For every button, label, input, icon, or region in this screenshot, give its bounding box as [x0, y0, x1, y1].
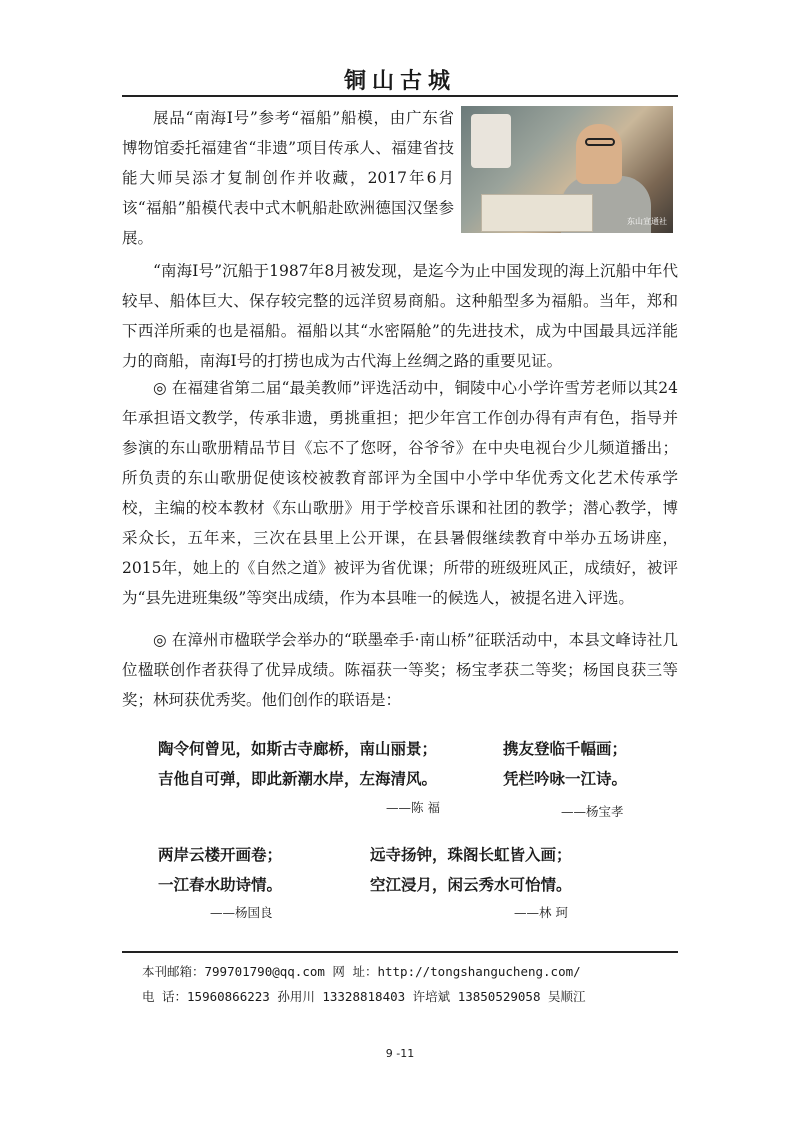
person-head-shape	[576, 124, 622, 184]
glasses-shape	[585, 138, 615, 146]
couplet-yang-baoxiao	[503, 734, 627, 794]
header-divider	[122, 95, 678, 97]
publication-title: 铜山古城	[343, 68, 456, 94]
couplet-author: ——陈 福	[386, 800, 440, 815]
couplet-yang-guoliang	[158, 840, 282, 900]
couplet-line: 携友登临千幅画；	[503, 740, 628, 758]
couplet-line: 一江春水助诗情。	[158, 876, 283, 894]
footer-contact-email-website: 本刊邮箱：799701790@qq.com 网 址：http://tongshangucheng.com/	[142, 964, 581, 979]
paragraph-best-teacher: ◎ 在福建省第二届“最美教师”评选活动中，铜陵中心小学许雪芳老师以其24年承担语文教学，传承非遗，勇挑重担；把少年宫工作创办得有声有色，指导并参演的东山歌册精品节目《忘不了您呀，谷爷爷》在中央电视台少儿频道播出；所负责的东山歌册促使该校被教育部评为全国中小学中华优秀文化艺术传承学校，主编的校本教材《东山歌册》用于学校音乐课和社团的教学；潜心教学，博采众长，五年来，三次在县里上公开课，在县暑假继续教育中举办五场讲座，2015年，她上的《自然之道》被评为省优课；所带的班级班风正，成绩好，被评为“县先进班集级”等突出成绩，作为本县唯一的候选人，被提名进入评选。	[122, 379, 678, 607]
couplet-line: 陶令何曾见，如斯古寺廊桥，南山丽景；	[158, 740, 438, 758]
couplet-line: 两岸云楼开画卷；	[158, 846, 283, 864]
couplet-lin-ke	[370, 840, 572, 900]
craftsman-photo	[461, 106, 673, 233]
couplet-line: 吉他自可弹，即此新潮水岸，左海清风。	[158, 770, 438, 788]
couplet-author: ——杨宝孝	[561, 804, 624, 819]
ship-model-shape	[481, 194, 593, 232]
paragraph-nanhai-shipwreck: “南海Ⅰ号”沉船于1987年8月被发现，是迄今为止中国发现的海上沉船中年代较早、船体巨大、保存较完整的远洋贸易商船。这种船型多为福船。当年，郑和下西洋所乘的也是福船。福船以其“水密隔舱”的先进技术，成为中国最具远洋能力的商船，南海Ⅰ号的打捞也成为古代海上丝绸之路的重要见证。	[122, 262, 678, 370]
page-number: 9 -11	[385, 1047, 415, 1060]
couplet-line: 空江浸月，闲云秀水可怡情。	[370, 876, 572, 894]
photo-watermark: 东山宣通社	[627, 217, 667, 226]
footer-contact-phones: 电 话：15960866223 孙用川 13328818403 许培斌 13850529058 吴顺江	[142, 989, 586, 1004]
couplet-line: 凭栏吟咏一江诗。	[503, 770, 628, 788]
paragraph-couplet-contest: ◎ 在漳州市楹联学会举办的“联墨牵手·南山桥”征联活动中，本县文峰诗社几位楹联创作者获得了优异成绩。陈福获一等奖；杨宝孝获二等奖；杨国良获三等奖；林珂获优秀奖。他们创作的联语是：	[122, 631, 678, 709]
footer-divider	[122, 951, 678, 953]
paragraph-ship-model: 展品“南海Ⅰ号”参考“福船”船模，由广东省博物馆委托福建省“非遗”项目传承人、福建省技能大师吴添才复制创作并收藏，2017年6月该“福船”船模代表中式木帆船赴欧洲德国汉堡参展。	[122, 109, 454, 247]
couplet-author: ——林 珂	[514, 905, 568, 920]
couplet-chen-fu	[158, 734, 437, 794]
lamp-shape	[471, 114, 511, 168]
couplet-line: 远寺扬钟，珠阁长虹皆入画；	[370, 846, 572, 864]
couplet-author: ——杨国良	[210, 905, 273, 920]
